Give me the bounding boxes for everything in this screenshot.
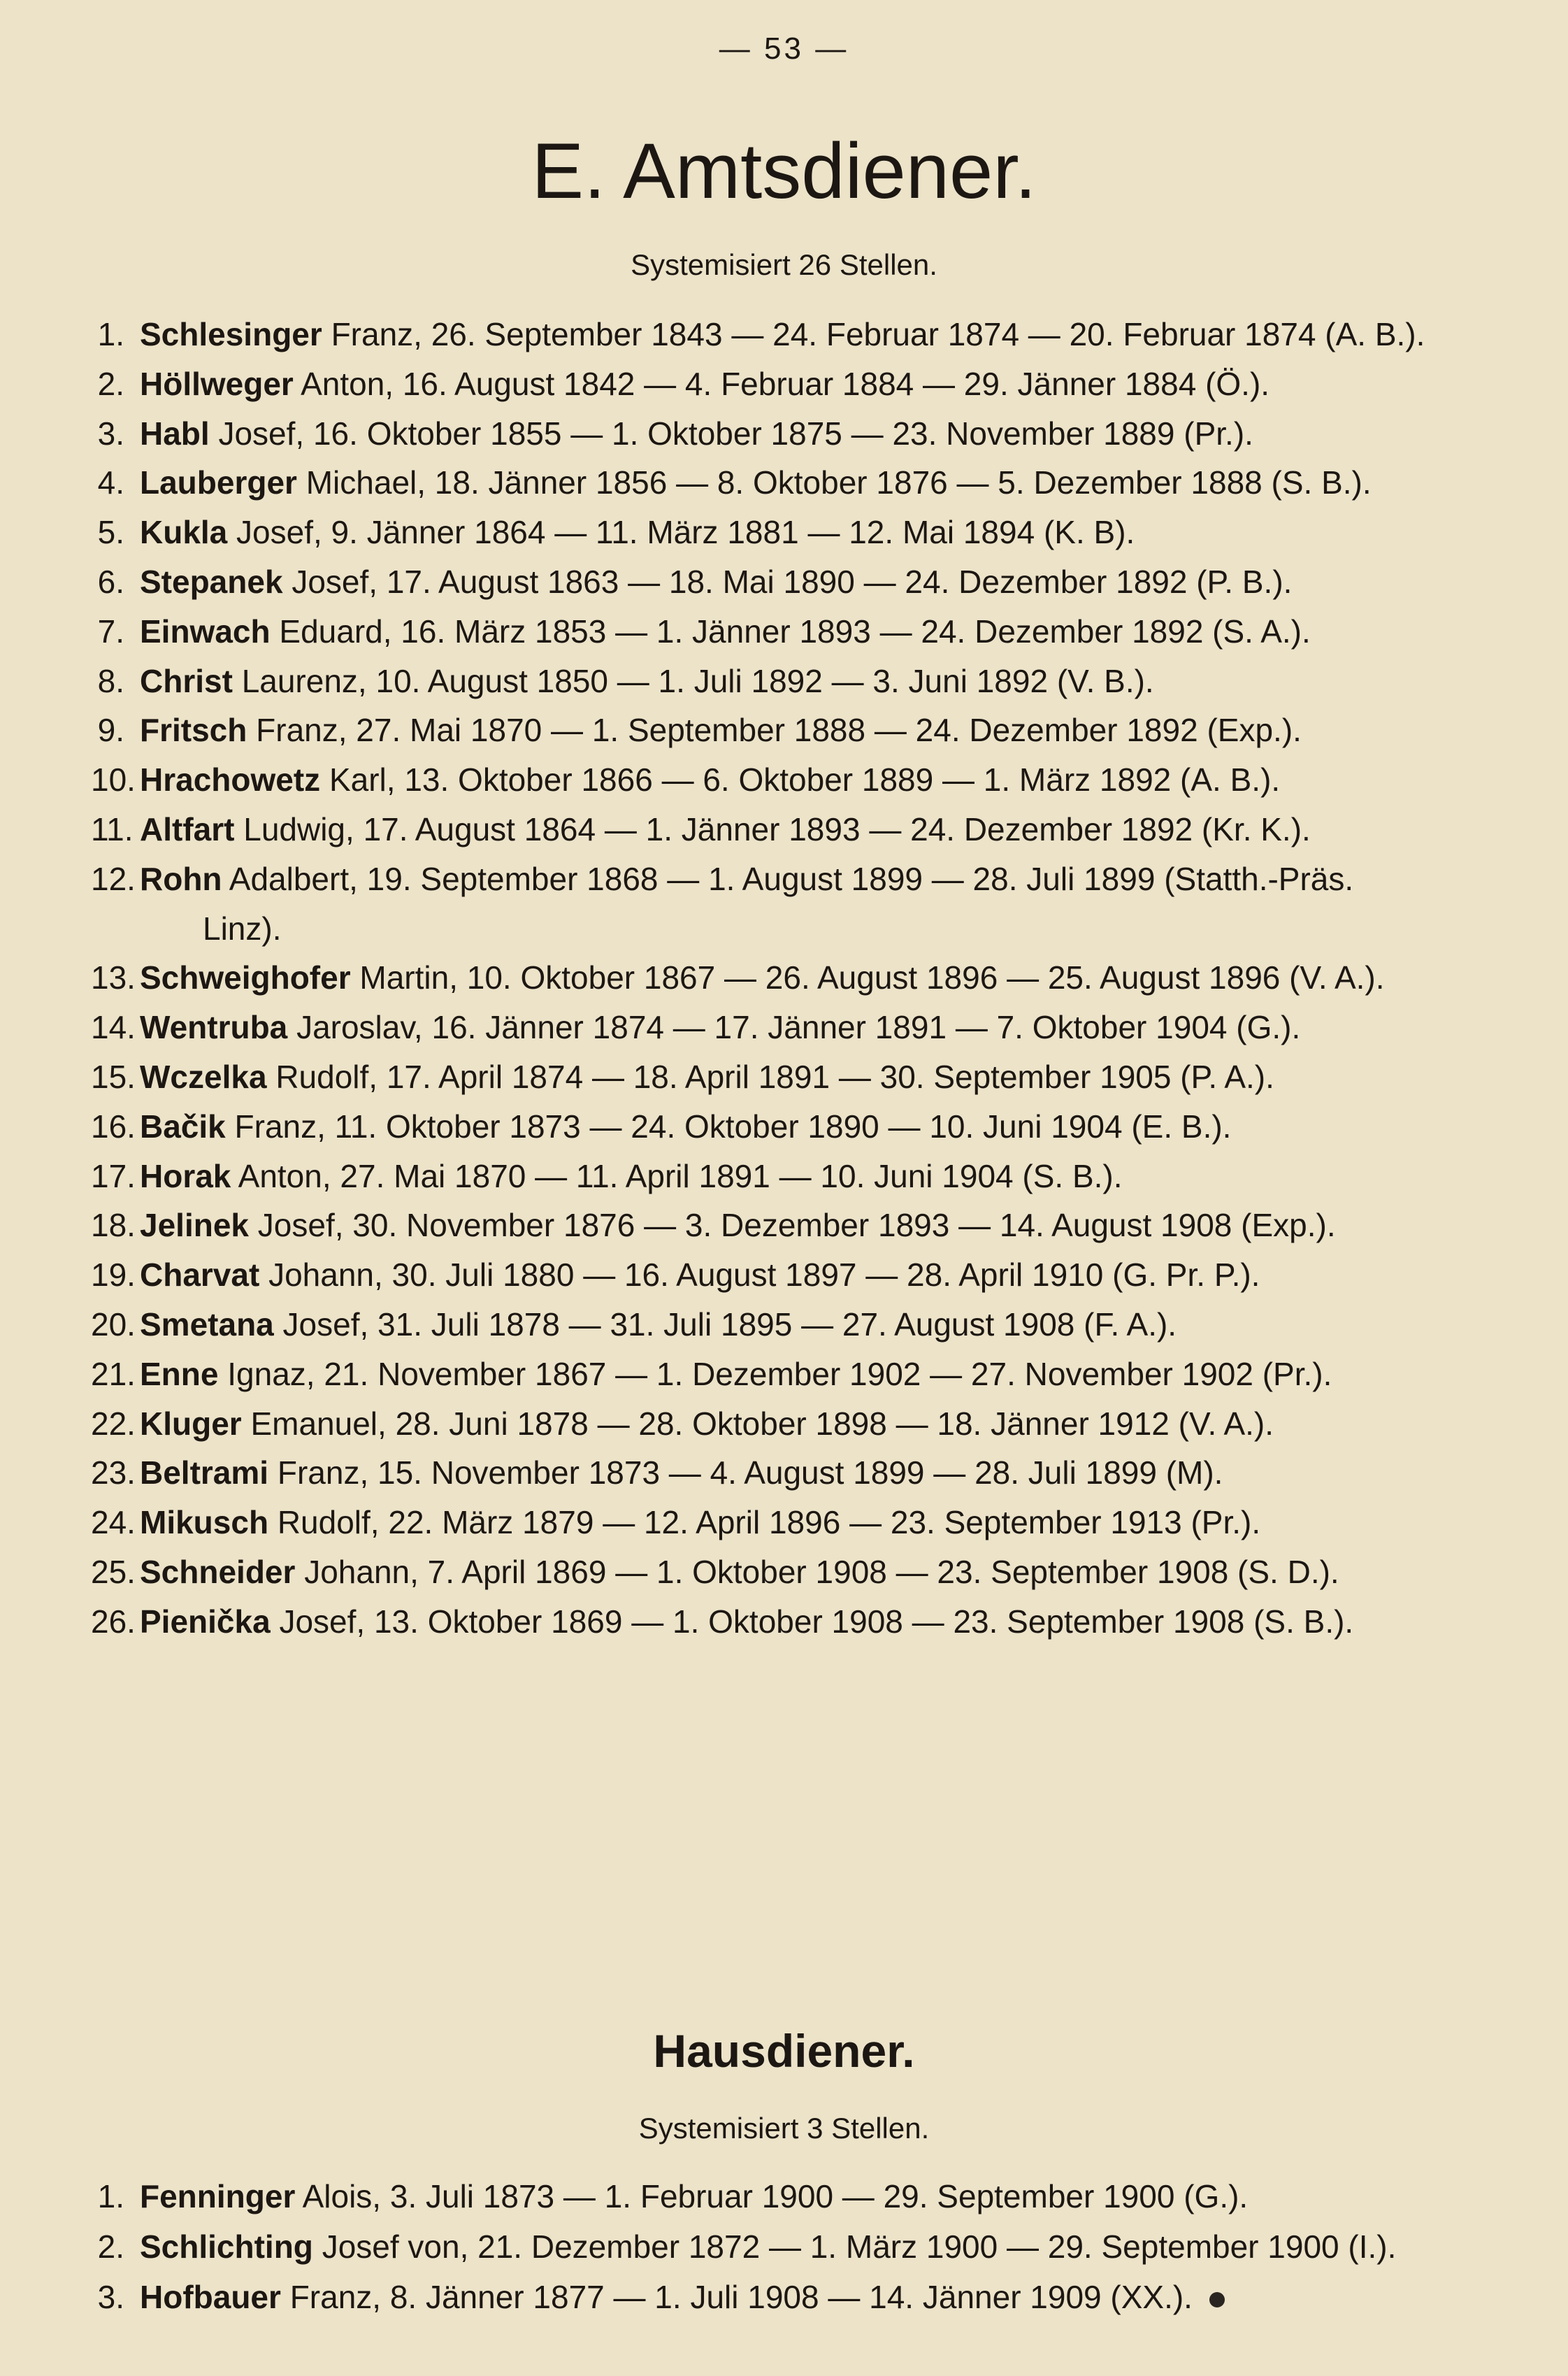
entry-number: 20. <box>91 1305 136 1343</box>
entry-details: Ignaz, 21. November 1867 — 1. Dezember 1902 — 27. November 1902 (Pr.). <box>227 1355 1332 1392</box>
entry-number: 5. <box>97 514 124 551</box>
entry-surname: Kukla <box>140 514 228 551</box>
section2-subtitle: Systemisiert 3 Stellen. <box>638 2112 930 2145</box>
entry-surname: Wczelka <box>140 1058 267 1095</box>
entry-surname: Hrachowetz <box>140 761 321 799</box>
entry-surname: Bačik <box>140 1108 226 1145</box>
entry-details: Franz, 11. Oktober 1873 — 24. Oktober 1890 — 10. Juni 1904 (E. B.). <box>234 1108 1232 1145</box>
entry-surname: Charvat <box>140 1257 260 1294</box>
list-item <box>91 1152 1489 1201</box>
entry-details: Eduard, 16. März 1853 — 1. Jänner 1893 — 24. Dezember 1892 (S. A.). <box>279 613 1311 650</box>
entry-number: 22. <box>91 1405 136 1442</box>
entry-surname: Schlichting <box>140 2228 313 2265</box>
entry-number: 17. <box>91 1157 136 1194</box>
entry-details: Rudolf, 17. April 1874 — 18. April 1891 — 30. September 1905 (P. A.). <box>275 1058 1274 1095</box>
entry-number: 7. <box>97 613 124 650</box>
entry-details: Anton, 16. August 1842 — 4. Februar 1884 — 29. Jänner 1884 (Ö.). <box>301 365 1270 402</box>
entry-surname: Enne <box>140 1355 219 1392</box>
list-item <box>91 2171 1489 2221</box>
list-item <box>91 409 1489 459</box>
entry-number: 2. <box>97 365 124 402</box>
entry-details: Josef von, 21. Dezember 1872 — 1. März 1900 — 29. September 1900 (I.). <box>322 2228 1397 2265</box>
list-item <box>91 1350 1489 1399</box>
entry-details: Laurenz, 10. August 1850 — 1. Juli 1892 — 3. Juni 1892 (V. B.). <box>241 662 1154 699</box>
entry-number: 13. <box>91 959 136 996</box>
amtsdiener-list <box>91 310 1489 1647</box>
section-title: E. Amtsdiener. <box>531 127 1037 215</box>
entry-surname: Altfart <box>140 810 235 847</box>
list-item <box>91 1250 1489 1300</box>
section-subtitle: Systemisiert 26 Stellen. <box>631 248 937 281</box>
entry-details: Franz, 15. November 1873 — 4. August 1899 — 28. Juli 1899 (M). <box>277 1454 1223 1491</box>
entry-details: Josef, 9. Jänner 1864 — 11. März 1881 — 12. Mai 1894 (K. B). <box>236 514 1135 551</box>
entry-number: 19. <box>91 1257 136 1294</box>
entry-surname: Einwach <box>140 613 271 650</box>
list-item <box>91 1498 1489 1547</box>
entry-number: 9. <box>97 712 124 749</box>
list-item <box>91 953 1489 1003</box>
entry-surname: Schweighofer <box>140 959 351 996</box>
list-item <box>91 1597 1489 1647</box>
entry-details: Josef, 16. Oktober 1855 — 1. Oktober 1875 — 23. November 1889 (Pr.). <box>218 415 1253 452</box>
entry-number: 11. <box>91 810 134 847</box>
entry-surname: Mikusch <box>140 1504 269 1541</box>
entry-number: 14. <box>91 1009 136 1046</box>
entry-details: Franz, 8. Jänner 1877 — 1. Juli 1908 — 14. Jänner 1909 (XX.). <box>289 2279 1193 2315</box>
entry-number: 16. <box>91 1108 136 1145</box>
entry-details: Josef, 17. August 1863 — 18. Mai 1890 — 24. Dezember 1892 (P. B.). <box>292 563 1293 600</box>
ink-dot-mark <box>1209 2292 1225 2307</box>
entry-continuation: Linz). <box>203 910 282 947</box>
entry-details: Alois, 3. Juli 1873 — 1. Februar 1900 — 29. September 1900 (G.). <box>302 2178 1249 2214</box>
list-item <box>91 657 1489 706</box>
entry-surname: Stepanek <box>140 563 283 600</box>
entry-surname: Kluger <box>140 1405 242 1442</box>
list-item <box>91 1300 1489 1350</box>
section2-title: Hausdiener. <box>653 2025 915 2077</box>
page-number: — 53 — <box>719 31 849 66</box>
entry-surname: Horak <box>140 1157 231 1194</box>
list-item <box>91 359 1489 409</box>
entry-surname: Lauberger <box>140 464 297 501</box>
entry-number: 3. <box>97 415 124 452</box>
entry-number: 15. <box>91 1058 136 1095</box>
entry-number: 8. <box>97 662 124 699</box>
entry-details: Franz, 26. September 1843 — 24. Februar 1874 — 20. Februar 1874 (A. B.). <box>331 316 1425 352</box>
entry-surname: Christ <box>140 662 233 699</box>
list-item <box>91 2272 1489 2322</box>
entry-number: 18. <box>91 1207 136 1244</box>
entry-number: 12. <box>91 860 136 897</box>
list-item <box>91 854 1489 954</box>
entry-surname: Jelinek <box>140 1207 249 1244</box>
list-item <box>91 805 1489 854</box>
entry-details: Michael, 18. Jänner 1856 — 8. Oktober 1876 — 5. Dezember 1888 (S. B.). <box>305 464 1372 501</box>
hausdiener-list <box>91 2171 1489 2322</box>
entry-details: Josef, 30. November 1876 — 3. Dezember 1893 — 14. August 1908 (Exp.). <box>257 1207 1336 1244</box>
entry-surname: Pienička <box>140 1603 271 1640</box>
list-item <box>91 706 1489 755</box>
list-item <box>91 1201 1489 1250</box>
entry-details: Rudolf, 22. März 1879 — 12. April 1896 — 23. September 1913 (Pr.). <box>277 1504 1261 1541</box>
list-item <box>91 1547 1489 1597</box>
entry-details: Johann, 7. April 1869 — 1. Oktober 1908 — 23. September 1908 (S. D.). <box>304 1553 1339 1590</box>
entry-details: Ludwig, 17. August 1864 — 1. Jänner 1893 — 24. Dezember 1892 (Kr. K.). <box>243 810 1311 847</box>
entry-number: 21. <box>91 1355 136 1392</box>
entry-details: Martin, 10. Oktober 1867 — 26. August 1896 — 25. August 1896 (V. A.). <box>359 959 1385 996</box>
entry-number: 1. <box>97 316 124 352</box>
entry-number: 6. <box>97 563 124 600</box>
entry-details: Adalbert, 19. September 1868 — 1. August 1899 — 28. Juli 1899 (Statth.-Präs. <box>229 860 1354 897</box>
entry-number: 24. <box>91 1504 136 1541</box>
entry-surname: Rohn <box>140 860 222 897</box>
entry-details: Johann, 30. Juli 1880 — 16. August 1897 — 28. April 1910 (G. Pr. P.). <box>268 1257 1260 1294</box>
entry-details: Jaroslav, 16. Jänner 1874 — 17. Jänner 1891 — 7. Oktober 1904 (G.). <box>296 1009 1301 1046</box>
list-item <box>91 458 1489 508</box>
entry-surname: Habl <box>140 415 210 452</box>
entry-details: Anton, 27. Mai 1870 — 11. April 1891 — 10. Juni 1904 (S. B.). <box>238 1157 1123 1194</box>
entry-details: Franz, 27. Mai 1870 — 1. September 1888 — 24. Dezember 1892 (Exp.). <box>256 712 1302 749</box>
list-item <box>91 1448 1489 1498</box>
entry-number: 3. <box>97 2279 124 2315</box>
list-item <box>91 2221 1489 2272</box>
entry-number: 2. <box>97 2228 124 2265</box>
list-item <box>91 1399 1489 1449</box>
entry-surname: Smetana <box>140 1305 274 1343</box>
entry-number: 25. <box>91 1553 136 1590</box>
entry-surname: Schlesinger <box>140 316 322 352</box>
entry-number: 26. <box>91 1603 136 1640</box>
list-item <box>91 755 1489 805</box>
entry-number: 23. <box>91 1454 136 1491</box>
list-item <box>91 557 1489 607</box>
entry-details: Josef, 13. Oktober 1869 — 1. Oktober 1908 — 23. September 1908 (S. B.). <box>279 1603 1354 1640</box>
entry-number: 4. <box>97 464 124 501</box>
list-item <box>91 1102 1489 1152</box>
list-item <box>91 1003 1489 1052</box>
entry-surname: Beltrami <box>140 1454 269 1491</box>
entry-surname: Fenninger <box>140 2178 296 2214</box>
entry-surname: Wentruba <box>140 1009 288 1046</box>
entry-surname: Hofbauer <box>140 2279 281 2315</box>
entry-number: 1. <box>97 2178 124 2214</box>
entry-details: Josef, 31. Juli 1878 — 31. Juli 1895 — 27. August 1908 (F. A.). <box>282 1305 1177 1343</box>
list-item <box>91 1052 1489 1102</box>
entry-surname: Fritsch <box>140 712 247 749</box>
list-item <box>91 508 1489 557</box>
entry-number: 10. <box>91 761 136 799</box>
entry-details: Emanuel, 28. Juni 1878 — 28. Oktober 1898 — 18. Jänner 1912 (V. A.). <box>250 1405 1274 1442</box>
list-item <box>91 607 1489 657</box>
entry-details: Karl, 13. Oktober 1866 — 6. Oktober 1889 — 1. März 1892 (A. B.). <box>329 761 1281 799</box>
entry-surname: Schneider <box>140 1553 296 1590</box>
list-item <box>91 310 1489 359</box>
entry-surname: Höllweger <box>140 365 294 402</box>
